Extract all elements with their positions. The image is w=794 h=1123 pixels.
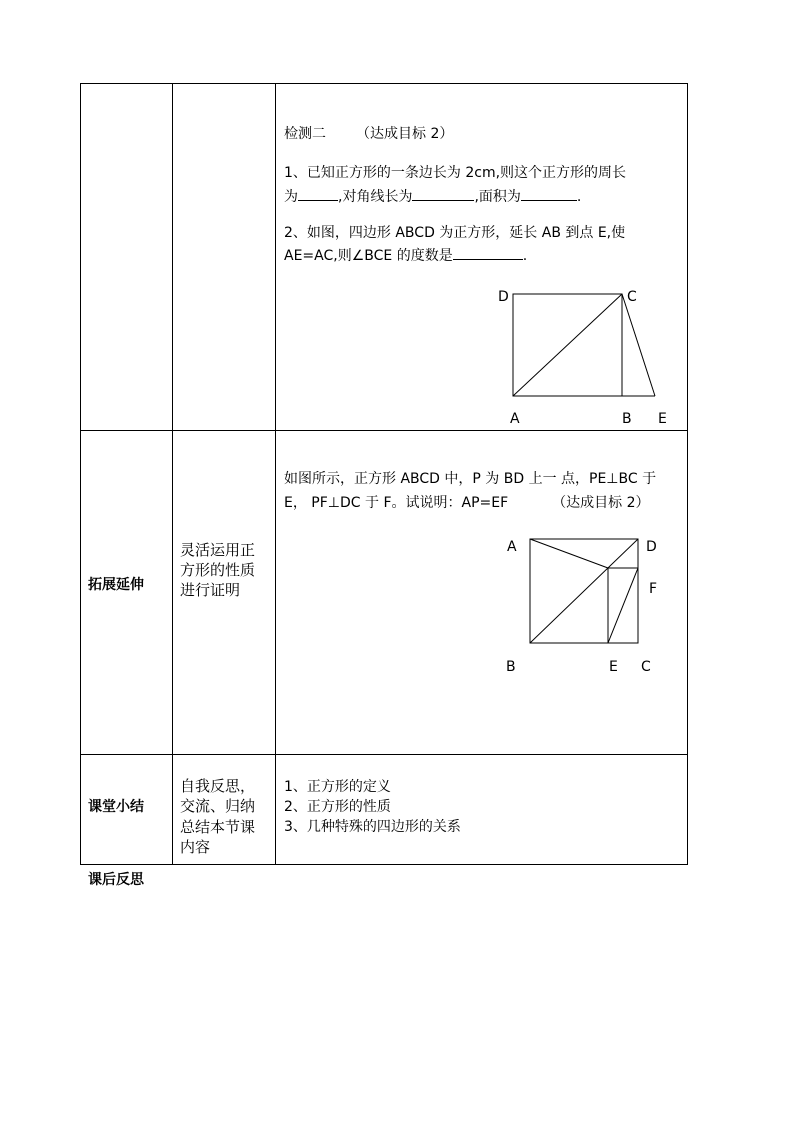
fig2-label-d: D [646,539,657,555]
q1-diag-label: ,对角线长为 [338,189,413,205]
figure-square-diagonal-point [500,530,665,675]
fig1-diagonal-ac [513,294,622,396]
fig2-label-a: A [507,539,517,555]
extend-task-goal: （达成目标 2） [552,495,650,511]
fig1-segment-ce [622,294,655,396]
extend-goal-line1: 灵活运用正 [180,541,256,559]
summary-label: 课堂小结 [88,799,144,815]
section2-heading [284,125,453,143]
summary-item-2: 2、正方形的性质 [284,799,391,815]
q2-period: . [522,248,528,264]
table-col-divider-2 [275,83,276,865]
q2-blank-angle [453,245,523,260]
figure-square-extended [490,282,680,430]
extend-label: 拓展延伸 [88,577,144,593]
table-border-left [80,83,81,865]
q1-line2 [284,186,581,206]
fig2-label-c: C [641,659,651,675]
q2-prefix: AE=AC,则∠BCE 的度数是 [284,248,453,264]
section2-heading-text: 检测二 [284,126,326,142]
q2-line1: 2、如图，四边形 ABCD 为正方形，延长 AB 到点 E,使 [284,225,626,241]
extend-task-line1: 如图所示，正方形 ABCD 中，P 为 BD 上一 点，PE⊥BC 于 [284,471,657,487]
section2-heading-goal: （达成目标 2） [356,126,454,142]
q1-blank-perimeter [298,186,338,201]
q1-blank-area [521,186,577,201]
after-class-label: 课后反思 [88,872,144,888]
extend-task-line2 [284,494,650,512]
q1-period: . [576,189,582,205]
fig2-label-b: B [506,659,516,675]
fig2-segment-ef [608,568,638,643]
q2-line2 [284,245,527,265]
summary-item-1: 1、正方形的定义 [284,779,391,795]
fig1-label-c: C [627,289,637,305]
fig1-label-e: E [658,411,667,427]
extend-task-prove: E， PF⊥DC 于 F。试说明：AP=EF [284,495,509,511]
table-col-divider-1 [172,83,173,865]
fig1-label-d: D [498,289,509,305]
fig2-segment-ap [530,539,608,568]
fig2-label-f: F [649,581,658,597]
q1-area-label: ,面积为 [474,189,521,205]
extend-goal-line3: 进行证明 [180,581,241,599]
extend-goal-line2: 方形的性质 [180,561,256,579]
table-border-right [687,83,688,865]
fig1-label-a: A [510,411,520,427]
summary-goal-line4: 内容 [180,838,211,856]
q1-line1: 1、已知正方形的一条边长为 2cm,则这个正方形的周长 [284,165,627,181]
summary-goal-line1: 自我反思， [180,777,256,795]
q1-prefix: 为 [284,189,298,205]
summary-goal-line2: 交流、归纳 [180,797,256,815]
fig2-label-e: E [609,659,618,675]
fig1-label-b: B [622,411,632,427]
summary-goal-line3: 总结本节课 [180,818,256,836]
q1-blank-diagonal [412,186,474,201]
fig2-diagonal-bd [530,539,638,643]
summary-item-3: 3、几种特殊的四边形的关系 [284,819,461,835]
